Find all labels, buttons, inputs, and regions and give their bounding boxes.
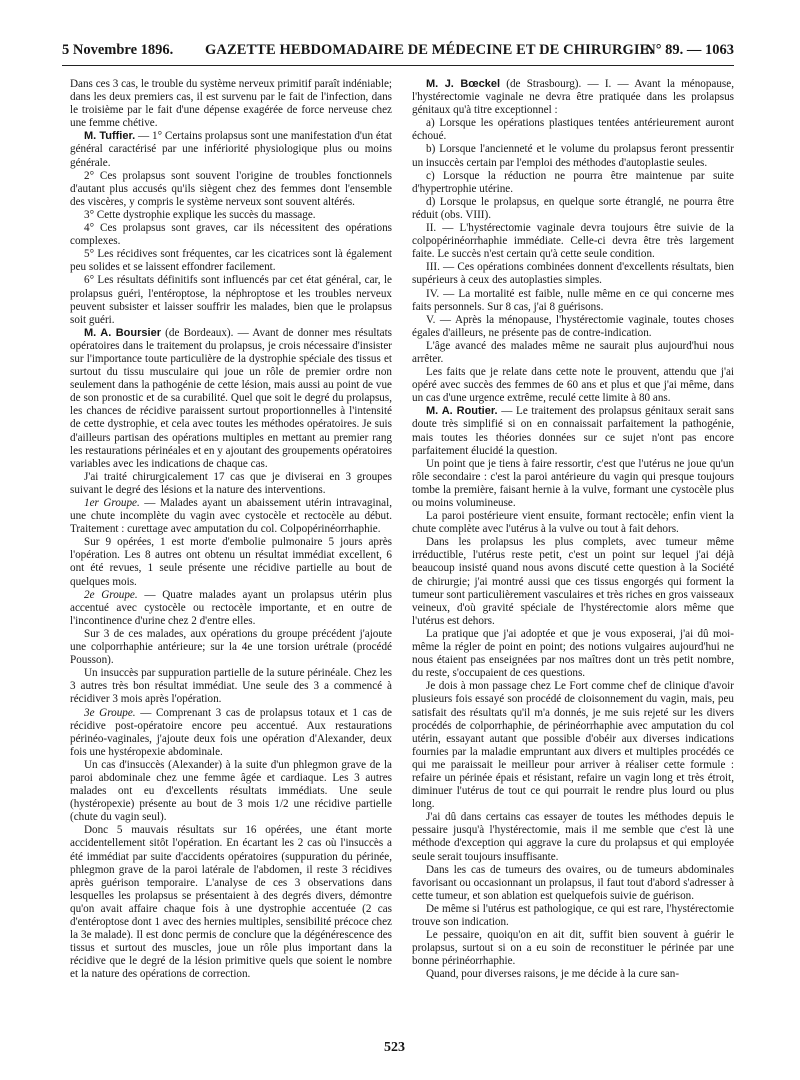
paragraph-text: Dans les cas de tumeurs des ovaires, ou de tumeurs abdominales favorisant ou occasionnant un prolapsus, il faut tout d'abord s'adresser à cette tumeur, et son ablation est quelquefois suivie de guérison.	[412, 863, 734, 902]
paragraph-text: 6° Les résultats définitifs sont influencés par cet état général, car, le prolapsus guéri, l'entéroptose, la néphroptose et les troubles nerveux peuvent subsister et laisser souffrir les malades, bien que le prolapsus soit guéri.	[70, 274, 392, 326]
paragraph	[412, 143, 734, 169]
paragraph-text: Un point que je tiens à faire ressortir, c'est que l'utérus ne joue qu'un rôle secondaire : c'est la paroi antérieure du vagin qui presque toujours tombe la première, faisant hernie à la vulve, formant une cystocèle plus ou moins volumineuse.	[412, 457, 734, 509]
page-number: 523	[384, 1040, 405, 1055]
paragraph	[412, 288, 734, 314]
paragraph-text: d) Lorsque le prolapsus, en quelque sorte étranglé, ne pourra être réduit (obs. VIII).	[412, 195, 734, 221]
paragraph-text: Un insuccès par suppuration partielle de la suture périnéale. Chez les 3 autres très bon résultat immédiat. Une seule des 3 a commencé à récidiver 3 mois après l'opération.	[70, 667, 392, 706]
paragraph-text: Je dois à mon passage chez Le Fort comme chef de clinique d'avoir plusieurs fois essayé son procédé de cloisonnement du vagin, mais, peu satisfait des résultats qu'il m'a donnés, je me suis rejeté sur les divers procédés de colporrhaphie, de périnéorrhaphie avec amputation du col utérin, essayant autant que possible d'obéir aux diverses indications fournies par la maladie empruntant aux divers et multiples procédés ce qui me paraissait le meilleur pour arriver à réaliser cette formule : refaire un périnée épais et résistant, refaire un vagin long et très étroit, diminuer l'utérus de tout ce qui pourrait le rendre plus lourd ou plus long.	[412, 680, 734, 811]
paragraph-text: b) Lorsque l'ancienneté et le volume du prolapsus feront pressentir un insuccès certain par l'emploi des méthodes d'autoplastie seules.	[412, 143, 734, 169]
paragraph-text: a) Lorsque les opérations plastiques tentées antérieurement auront échoué.	[412, 117, 734, 143]
paragraph	[412, 261, 734, 287]
paragraph	[70, 78, 392, 130]
paragraph	[70, 628, 392, 667]
paragraph-text: 2° Ces prolapsus sont souvent l'origine de troubles fonctionnels d'autant plus accusés qu'ils siègent chez des femmes dont l'ensemble des viscères, y compris le système nerveux sont souvent altérés.	[70, 169, 392, 208]
paragraph	[70, 248, 392, 274]
paragraph-text: c) Lorsque la réduction ne pourra être maintenue par suite d'hypertrophie utérine.	[412, 169, 734, 195]
paragraph	[70, 130, 392, 169]
paragraph	[412, 78, 734, 117]
paragraph-text: — Quatre malades ayant un prolapsus utérin plus accentué avec cystocèle ou rectocèle importante, et en outre de l'incontinence d'urine chez 2 d'entre elles.	[70, 588, 392, 627]
paragraph	[412, 811, 734, 863]
paragraph-text: III. — Ces opérations combinées donnent d'excellents résultats, bien supérieurs à ceux des autoplasties simples.	[412, 261, 734, 287]
paragraph-text: Le pessaire, quoiqu'on en ait dit, suffit bien souvent à guérir le prolapsus, surtout si on a eu soin de reconstituer le périnée par une bonne périnéorrhaphie.	[412, 929, 734, 968]
paragraph-text: La paroi postérieure vient ensuite, formant rectocèle; enfin vient la chute complète avec l'utérus à la vulve ou tout à fait dehors.	[412, 510, 734, 536]
issue-page-number: N° 89. — 1063	[645, 42, 734, 58]
journal-title: GAZETTE HEBDOMADAIRE DE MÉDECINE ET DE CHIRURGIE.	[205, 42, 654, 58]
paragraph	[412, 929, 734, 968]
group-heading: 1er Groupe.	[84, 497, 140, 509]
paragraph-text: (de Strasbourg). — I. — Avant la ménopause, l'hystérectomie vaginale ne devra être pratiquée dans les prolapsus génitaux qu'à titre exceptionnel :	[412, 78, 734, 117]
header-rule	[62, 65, 734, 66]
paragraph	[70, 759, 392, 824]
paragraph-text: L'âge avancé des malades même ne saurait plus aujourd'hui nous arrêter.	[412, 339, 734, 365]
paragraph	[412, 680, 734, 811]
paragraph-text: J'ai traité chirurgicalement 17 cas que je diviserai en 3 groupes suivant le degré des lésions et la nature des interventions.	[70, 470, 392, 496]
speaker-name: M. A. Boursier	[84, 326, 161, 339]
paragraph-text: De même si l'utérus est pathologique, ce qui est rare, l'hystérectomie trouve son indication.	[412, 902, 734, 928]
paragraph	[412, 222, 734, 261]
left-column	[70, 78, 392, 981]
group-heading: 2e Groupe.	[84, 588, 138, 601]
running-header	[62, 42, 734, 64]
paragraph	[412, 458, 734, 510]
paragraph	[412, 536, 734, 628]
paragraph-text: II. — L'hystérectomie vaginale devra toujours être suivie de la colpopérinéorrhaphie immédiate. Celle-ci devra être très largement faite. Le succès n'est certain qu'à cette seule condition.	[412, 222, 734, 261]
paragraph-text: Dans les prolapsus les plus complets, avec tumeur même irréductible, l'utérus reste petit, c'est un point sur lequel j'ai déjà beaucoup insisté quand nous avons discuté cette question à la Société de chirurgie; j'ai montré aussi que ces tissus engorgés qui forment la tumeur sont particulièrement vasculaires et très riches en gros vaisseaux veineux, d'où gravité spéciale de l'hystérectomie alors même que l'utérus est dehors.	[412, 536, 734, 627]
paragraph-text: La pratique que j'ai adoptée et que je vous exposerai, j'ai dû moi-même la régler de point en point; des notions vulgaires aujourd'hui ne nous étaient pas enseignées par nos maîtres dont un très petit nombre, du reste, s'occupaient de ces questions.	[412, 627, 734, 680]
paragraph	[412, 117, 734, 143]
paragraph	[70, 497, 392, 536]
paragraph-text: Dans ces 3 cas, le trouble du système nerveux primitif paraît indéniable; dans les deux premiers cas, il est survenu par le fait de l'infection, dans le troisième par le fait d'une dépense exagérée de force nerveuse chez une femme chétive.	[70, 78, 392, 130]
paragraph-text: 5° Les récidives sont fréquentes, car les cicatrices sont là également peu solides et se laissent effondrer facilement.	[70, 248, 392, 274]
paragraph	[70, 471, 392, 497]
paragraph	[70, 667, 392, 706]
paragraph	[412, 170, 734, 196]
speaker-name: M. J. Bœckel	[426, 78, 501, 90]
paragraph-text: V. — Après la ménopause, l'hystérectomie vaginale, toutes choses égales d'ailleurs, ne présente pas de contre-indication.	[412, 313, 734, 339]
paragraph	[412, 864, 734, 903]
paragraph	[412, 366, 734, 405]
paragraph	[70, 209, 392, 222]
paragraph-text: Sur 3 de ces malades, aux opérations du groupe précédent j'ajoute une colporrhaphie antérieure; sur la 4e une torsion urétrale (procédé Pousson).	[70, 627, 392, 667]
paragraph	[412, 196, 734, 222]
issue-date: 5 Novembre 1896.	[62, 42, 174, 58]
paragraph-text: Quand, pour diverses raisons, je me décide à la cure san-	[426, 968, 680, 981]
paragraph	[70, 327, 392, 471]
paragraph-text: — 1° Certains prolapsus sont une manifestation d'un état général caractérisé par une infériorité physiologique plus ou moins générale.	[70, 130, 392, 169]
paragraph-text: IV. — La mortalité est faible, nulle même en ce qui concerne mes faits personnels. Sur 8 cas, j'ai 8 guérisons.	[412, 287, 734, 313]
paragraph	[412, 628, 734, 680]
paragraph	[412, 968, 734, 981]
paragraph-text: — Le traitement des prolapsus génitaux serait sans doute très simplifié si on en connaissait parfaitement la pathogénie, mais toutes les théories données sur ce sujet n'ont pas encore parfaitement élucidé la question.	[412, 405, 735, 457]
paragraph	[70, 707, 392, 759]
paragraph	[70, 589, 392, 628]
paragraph	[70, 170, 392, 209]
paragraph-text: Donc 5 mauvais résultats sur 16 opérées, une étant morte accidentellement sitôt l'opération. En écartant les 2 cas où l'insuccès a été immédiat par suite d'accidents opératoires (suppuration du périnée, phlegmon grave de la paroi latérale de l'abdomen, il reste 3 récidives après guérison temporaire. L'analyse de ces 3 observations dans lesquelles les prolapsus se présentaient à des degrés divers, démontre qu'on avait affaire chaque fois à une dystrophie accentuée (2 cas d'entéroptose dont 1 avec des hernies multiples, sensibilité précoce chez la 3e malade). Il est donc permis de conclure que la dégénérescence des tissus et surtout des muscles, joue un rôle plus important dans la récidive que le degré de la lésion primitive quels que soient le nombre et la nature des opérations de correction.	[70, 824, 392, 981]
paragraph	[412, 510, 734, 536]
paragraph-text: Sur 9 opérées, 1 est morte d'embolie pulmonaire 5 jours après l'opération. Les 8 autres ont obtenu un résultat immédiat excellent, 6 ont été revues, 1 seule présente une récidive partielle au bout de quelques mois.	[70, 536, 392, 588]
speaker-name: M. A. Routier.	[426, 405, 498, 418]
paragraph-text: J'ai dû dans certains cas essayer de toutes les méthodes depuis le pessaire jusqu'à l'hystérectomie, mais il me semble que c'est là une méthode d'exception qui aggrave la cure du prolapsus et qui employée seule serait toujours insuffisante.	[412, 811, 734, 863]
paragraph-text: Un cas d'insuccès (Alexander) à la suite d'un phlegmon grave de la paroi abdominale chez une femme âgée et cardiaque. Les 3 autres malades ont eu d'excellents résultats immédiats. Une seule (hystéropexie) présente au bout de 3 mois 1/2 une récidive partielle (chute du vagin seul).	[70, 758, 392, 824]
paragraph	[70, 536, 392, 588]
paragraph-text: — Malades ayant un abaissement utérin intravaginal, une chute incomplète du vagin avec cystocèle et rectocèle au début. Traitement : curettage avec amputation du col. Colpopérinéorrhaphie.	[70, 497, 392, 536]
paragraph-text: — Comprenant 3 cas de prolapsus totaux et 1 cas de récidive post-opératoire encore peu accentué. Aux restaurations périnéo-vaginales, j'ajoute deux fois une opération d'Alexander, deux fois une hystéropexie abdominale.	[70, 706, 392, 758]
paragraph	[412, 405, 734, 457]
paragraph	[70, 274, 392, 326]
right-column	[412, 78, 734, 981]
paragraph-text: 4° Ces prolapsus sont graves, car ils nécessitent des opérations complexes.	[70, 222, 392, 248]
speaker-name: M. Tuffier.	[84, 130, 136, 143]
paragraph-text: (de Bordeaux). — Avant de donner mes résultats opératoires dans le traitement du prolapsus, je crois nécessaire d'insister sur l'importance toute particulière de la dystrophie spéciale des tissus et surtout du tissu musculaire qui joue un rôle de premier ordre non seulement dans la pathogénie de cette lésion, mais aussi au point de vue de son pronostic et de sa curabilité. Quel que soit le degré du prolapsus, les chances de récidive paraissent surtout proportionnelles à l'intensité de cette dystrophie, et cela avec toutes les méthodes opératoires. Je suis d'ailleurs partisan des opérations multiples en mettant au premier rang les restaurations périnéales et en y ajoutant des groupements opératoires variables avec les indications de chaque cas.	[70, 326, 392, 470]
paragraph	[412, 340, 734, 366]
group-heading: 3e Groupe.	[84, 706, 136, 719]
paragraph	[70, 824, 392, 981]
paragraph-text: 3° Cette dystrophie explique les succès du massage.	[84, 208, 316, 221]
paragraph	[412, 903, 734, 929]
paragraph-text: Les faits que je relate dans cette note le prouvent, attendu que j'ai opéré avec succès des femmes de 60 ans et plus et que j'ai même, dans un cas d'une urgence extrême, reculé cette limite à 80 ans.	[412, 366, 734, 405]
paragraph	[412, 314, 734, 340]
paragraph	[70, 222, 392, 248]
